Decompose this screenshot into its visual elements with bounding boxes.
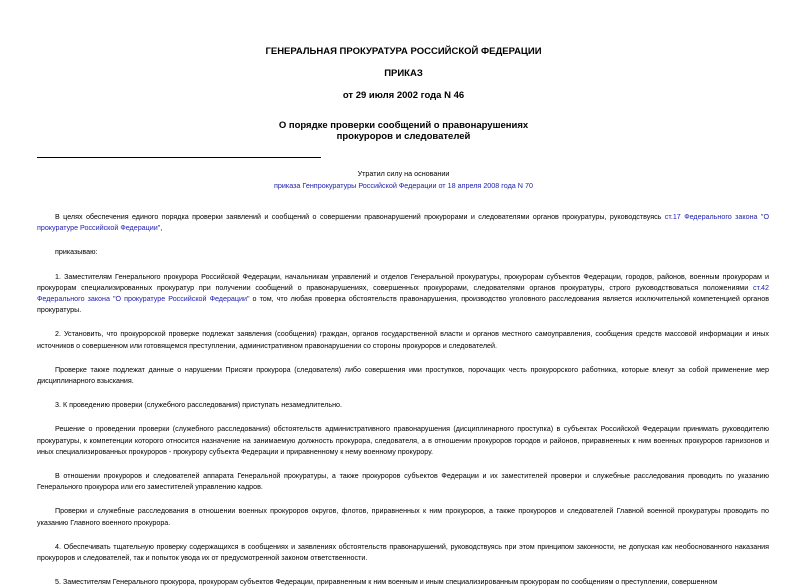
clause-2-paragraph: 2. Установить, что прокурорской проверке подлежат заявления (сообщения) граждан, органов государственной власти и органов местного самоуправления, сообщения средств массовой информации и иных источников о совершенном или готовящемся преступлении, административном правонарушении со стороны прокуроров и следователей. xyxy=(37,330,769,350)
document-title-line-1: О порядке проверки сообщений о правонарушениях xyxy=(278,120,529,131)
clause-2-continuation: Проверке также подлежат данные о нарушении Присяги прокурора (следователя) либо совершения ими проступков, порочащих честь прокурорского работника, которые влекут за собой применение мер дисциплинарного взыскания. xyxy=(37,365,769,386)
separator-rule xyxy=(37,157,321,158)
clause-3-military-paragraph: Проверки и служебные расследования в отношении военных прокуроров округов, флотов, приравненных к ним прокуроров, а также прокуроров и следователей Главной военной прокуратуры проводить по указанию Главного военного прокурора. xyxy=(37,507,769,527)
document-date-number: от 29 июля 2002 года N 46 xyxy=(342,90,465,101)
clause-3-central-office-paragraph: В отношении прокуроров и следователей аппарата Генеральной прокуратуры, а также прокуроров субъектов Федерации и их заместителей проверки и служебные расследования проводить по указанию Генерального прокурора или его заместителей управлению кадров. xyxy=(37,472,769,492)
order-keyword: приказываю: xyxy=(55,248,98,257)
document-body xyxy=(37,212,769,588)
document-type: ПРИКАЗ xyxy=(384,68,423,79)
issuer-heading: ГЕНЕРАЛЬНАЯ ПРОКУРАТУРА РОССИЙСКОЙ ФЕДЕРАЦИИ xyxy=(265,46,542,57)
repeal-notice-link-row xyxy=(0,181,807,191)
clause-3-paragraph: 3. К проведению проверки (служебного расследования) приступать незамедлительно. xyxy=(55,401,343,410)
law-article-17-link[interactable]: ст.17 Федерального закона "О прокуратуре Российской Федерации" xyxy=(37,213,769,233)
preamble-paragraph: В целях обеспечения единого порядка проверки заявлений и сообщений о совершении правонарушений прокурорами и следователями органов прокуратуры, руководствуясь ст.17 Федерального закона "О прокуратуре Российской Федерации", xyxy=(37,213,769,233)
document-title-line-2: прокуроров и следователей xyxy=(336,131,471,142)
repeal-notice: Утратил силу на основании xyxy=(357,169,450,178)
clause-4-paragraph: 4. Обеспечивать тщательную проверку содержащихся в сообщениях и заявлениях обстоятельств правонарушений, руководствуясь при этом принципом законности, не допуская как необоснованного наказания прокуроров и следователей, так и попыток увода их от предусмотренной законом ответственности. xyxy=(37,542,769,563)
clause-3-decision-paragraph: Решение о проведении проверки (служебного расследования) обстоятельств административного правонарушения (дисциплинарного проступка) в субъектах Российской Федерации принимать руководителю прокуратуры, к компетенции которого относится назначение на занимаемую должность прокурора, следователя, а в отношении прокуроров городов и районов, приравненных к ним военных прокуроров гарнизонов и иных специализированных прокуроров - прокурору субъекта Федерации и приравненному к нему военному прокурору. xyxy=(37,425,769,456)
law-article-42-link[interactable]: ст.42 Федерального закона "О прокуратуре Российской Федерации" xyxy=(37,283,769,304)
clause-5-paragraph: 5. Заместителям Генерального прокурора, прокурорам субъектов Федерации, приравненным к ним военным и иным специализированным прокурорам по сообщениям о преступлении, совершенном xyxy=(55,578,718,587)
repeal-order-link[interactable]: приказа Генпрокуратуры Российской Федерации от 18 апреля 2008 года N 70 xyxy=(274,181,533,190)
clause-1-paragraph: 1. Заместителям Генерального прокурора Российской Федерации, начальникам управлений и отделов Генеральной прокуратуры, прокурорам субъектов Федерации, городов, районов, военным прокурорам и прокурорам специализированных прокуратур при получении сообщений о правонарушениях, совершенных прокурорами, следователями органов прокуратуры, строго руководствоваться положениями ст.42 Федерального закона "О прокуратуре Российской Федерации" о том, что любая проверка обстоятельств правонарушения, производство уголовного расследования является исключительной компетенцией органов прокуратуры. xyxy=(37,272,769,315)
